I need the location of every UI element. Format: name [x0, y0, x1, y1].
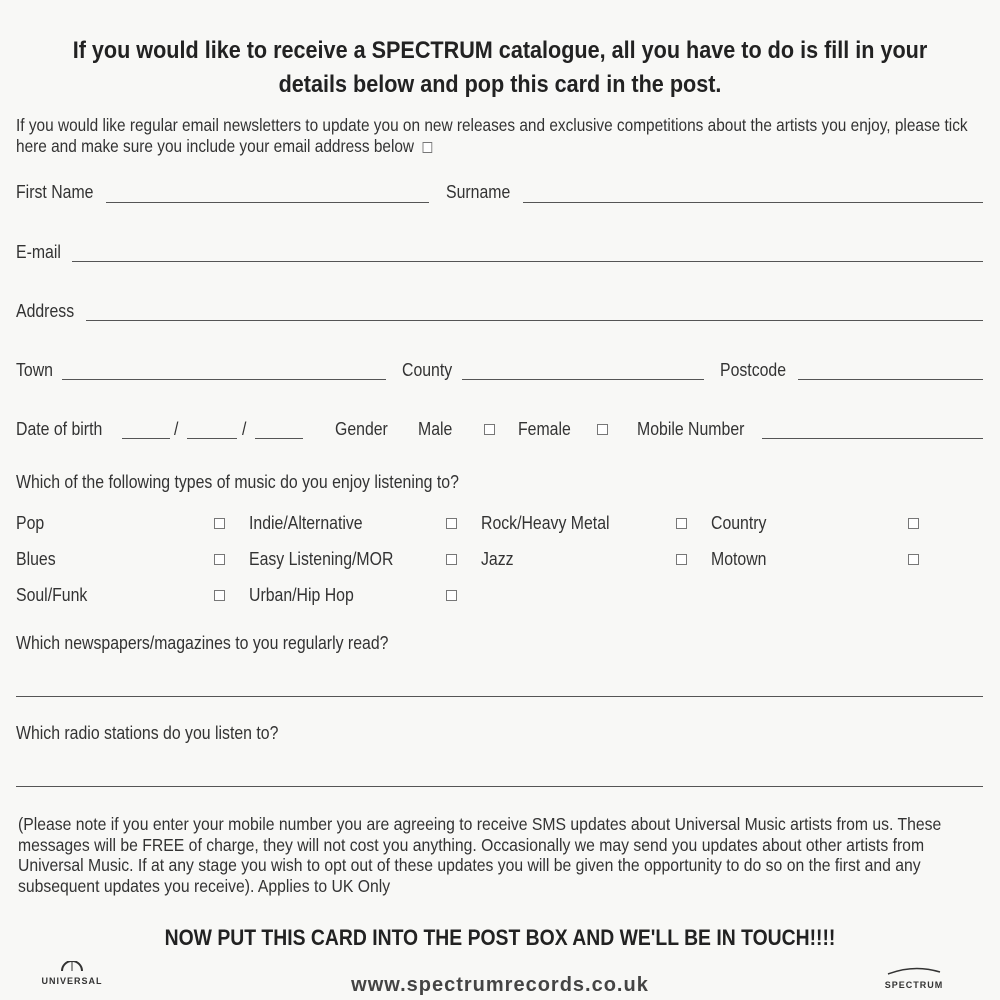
dob-separator-2: / — [242, 419, 247, 439]
dob-day-field[interactable] — [122, 438, 170, 439]
music-label-urban: Urban/Hip Hop — [249, 585, 354, 605]
music-checkbox-jazz[interactable] — [676, 554, 687, 565]
music-label-soul: Soul/Funk — [16, 585, 88, 605]
town-field[interactable] — [62, 379, 386, 380]
universal-logo-text: UNIVERSAL — [41, 976, 103, 986]
music-checkbox-country[interactable] — [908, 518, 919, 529]
radio-question: Which radio stations do you listen to? — [16, 723, 279, 743]
newspapers-field[interactable] — [16, 696, 983, 697]
county-label: County — [402, 360, 453, 380]
music-label-blues: Blues — [16, 549, 56, 569]
gender-label: Gender — [335, 419, 388, 439]
music-checkbox-rock[interactable] — [676, 518, 687, 529]
newsletter-checkbox[interactable] — [423, 142, 433, 153]
music-checkbox-soul[interactable] — [214, 590, 225, 601]
music-label-easy: Easy Listening/MOR — [249, 549, 394, 569]
female-label: Female — [518, 419, 571, 439]
mobile-field[interactable] — [762, 438, 983, 439]
sms-note: (Please note if you enter your mobile number you are agreeing to receive SMS updates about Universal Music artists from us. These messages will be FREE of charge, they will not cost you anything. Occasionally we may send you updates about other artists from Universal Music. If at any stage you wish to opt out of these updates you will be given the opportunity to do so on the first and any subsequent updates you receive). Applies to UK Only — [18, 814, 942, 896]
email-label: E-mail — [16, 242, 61, 262]
address-field[interactable] — [86, 320, 983, 321]
spectrum-logo-text: SPECTRUM — [884, 980, 944, 990]
surname-label: Surname — [446, 182, 511, 202]
music-label-indie: Indie/Alternative — [249, 513, 363, 533]
music-label-rock: Rock/Heavy Metal — [481, 513, 610, 533]
music-question: Which of the following types of music do you enjoy listening to? — [16, 472, 459, 492]
closing-message: NOW PUT THIS CARD INTO THE POST BOX AND WE'LL BE IN TOUCH!!!! — [164, 925, 836, 950]
newsletter-intro — [16, 115, 975, 157]
radio-field[interactable] — [16, 786, 983, 787]
page-heading: If you would like to receive a SPECTRUM catalogue, all you have to do is fill in your details below and pop this card in the post. — [72, 37, 928, 98]
address-label: Address — [16, 301, 75, 321]
first-name-field[interactable] — [106, 202, 429, 203]
music-label-jazz: Jazz — [481, 549, 514, 569]
first-name-label: First Name — [16, 182, 94, 202]
music-checkbox-blues[interactable] — [214, 554, 225, 565]
music-checkbox-easy[interactable] — [446, 554, 457, 565]
newspapers-question: Which newspapers/magazines to you regularly read? — [16, 633, 389, 653]
music-checkbox-pop[interactable] — [214, 518, 225, 529]
newsletter-intro-text: If you would like regular email newsletters to update you on new releases and exclusive competitions about the artists you enjoy, please tick here and make sure you include your email address below — [16, 115, 968, 156]
dob-separator-1: / — [174, 419, 179, 439]
postcode-field[interactable] — [798, 379, 983, 380]
male-checkbox[interactable] — [484, 424, 495, 435]
music-label-pop: Pop — [16, 513, 45, 533]
music-label-country: Country — [711, 513, 767, 533]
music-checkbox-urban[interactable] — [446, 590, 457, 601]
male-label: Male — [418, 419, 453, 439]
email-field[interactable] — [72, 261, 983, 262]
music-label-motown: Motown — [711, 549, 767, 569]
dob-year-field[interactable] — [255, 438, 303, 439]
website-url: www.spectrumrecords.co.uk — [351, 974, 649, 996]
surname-field[interactable] — [523, 202, 983, 203]
dob-month-field[interactable] — [187, 438, 237, 439]
mobile-label: Mobile Number — [637, 419, 745, 439]
universal-globe-icon — [60, 961, 84, 971]
music-checkbox-indie[interactable] — [446, 518, 457, 529]
dob-label: Date of birth — [16, 419, 103, 439]
postcode-label: Postcode — [720, 360, 787, 380]
female-checkbox[interactable] — [597, 424, 608, 435]
music-checkbox-motown[interactable] — [908, 554, 919, 565]
town-label: Town — [16, 360, 53, 380]
county-field[interactable] — [462, 379, 704, 380]
